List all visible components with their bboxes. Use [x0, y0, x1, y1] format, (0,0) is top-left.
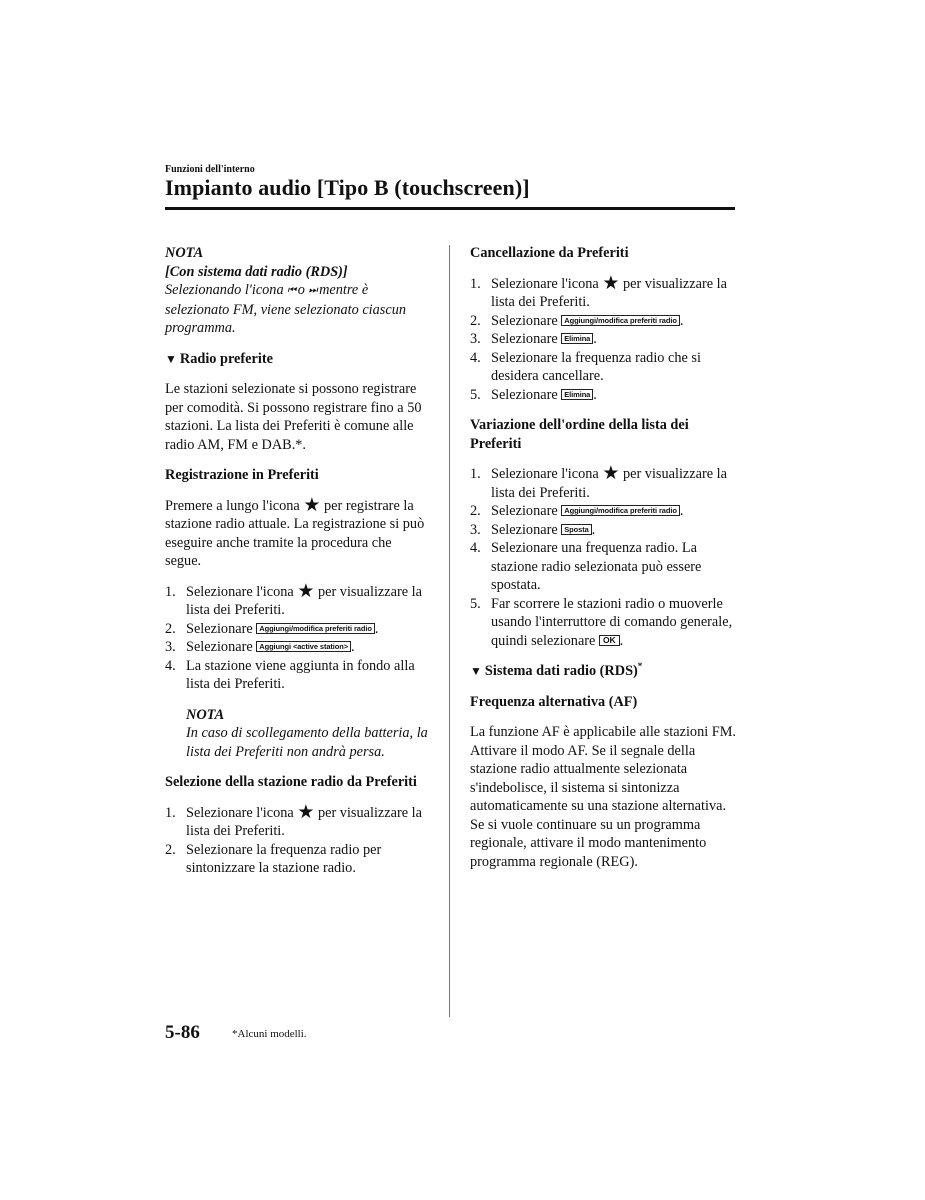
selection-heading: Selezione della stazione radio da Preferiti	[165, 774, 417, 790]
left-column	[165, 244, 431, 890]
af-heading: Frequenza alternativa (AF)	[470, 693, 638, 710]
delete-button: Elimina	[561, 389, 593, 400]
title-rule	[165, 207, 735, 210]
list-item: 2. Selezionare la frequenza radio per sintonizzare la stazione radio.	[165, 841, 382, 876]
note-subheading: [Con sistema dati radio (RDS)]	[165, 263, 348, 280]
af-text: La funzione AF è applicabile alle stazioni FM. Attivare il modo AF. Se il segnale della stazione radio attualmente selezionata s'indebolisce, il sistema si sintonizza automaticamente su una stazione alternativa. Se si vuole continuare su un programma regionale, attivare il modo mantenimento programma regionale (REG).	[470, 724, 737, 870]
delete-button: Elimina	[561, 333, 593, 344]
add-modify-favorites-button: Aggiungi/modifica preferiti radio	[561, 505, 680, 516]
note-heading: NOTA	[165, 245, 204, 261]
add-modify-favorites-button: Aggiungi/modifica preferiti radio	[561, 315, 680, 326]
list-item: 1. Selezionare l'icona ★ per visualizzare la lista dei Preferiti.	[165, 801, 422, 839]
footnote: *Alcuni modelli.	[232, 1028, 307, 1040]
favorites-intro: Le stazioni selezionate si possono registrare per comodità. Si possono registrare fino a 50 stazioni. La lista dei Preferiti è comune alle radio AM, FM e DAB.*.	[165, 381, 422, 453]
right-column	[470, 244, 736, 871]
list-item: 4. Selezionare una frequenza radio. La stazione radio selezionata può essere spostata.	[470, 540, 702, 593]
add-modify-favorites-button: Aggiungi/modifica preferiti radio	[256, 623, 375, 634]
star-icon: ★	[297, 580, 315, 602]
note-heading: NOTA	[186, 706, 225, 723]
note-text: Selezionando l'icona ⏮ o ⏭ mentre è selezionato FM, viene selezionato ciascun programma.	[165, 282, 407, 336]
list-item: 1. Selezionare l'icona ★ per visualizzare la lista dei Preferiti.	[165, 580, 422, 618]
star-icon: ★	[303, 494, 321, 516]
note-text: In caso di scollegamento della batteria, la lista dei Preferiti non andrà persa.	[186, 725, 428, 760]
delete-steps	[470, 272, 736, 405]
section-label: Funzioni dell'interno	[165, 164, 255, 175]
triangle-down-icon: ▼	[470, 664, 482, 678]
list-item: 1. Selezionare l'icona ★ per visualizzare la lista dei Preferiti.	[470, 272, 727, 310]
list-item: 3. Selezionare Elimina .	[470, 331, 597, 347]
list-item: 5. Selezionare Elimina .	[470, 386, 597, 403]
list-item: 2. Selezionare Aggiungi/modifica preferiti radio .	[165, 620, 379, 637]
ok-button: OK	[599, 635, 620, 646]
list-item: 4. Selezionare la frequenza radio che si desidera cancellare.	[470, 349, 701, 384]
skip-back-icon: ⏮	[287, 285, 295, 296]
rds-heading: ▼ Sistema dati radio (RDS)*	[470, 661, 643, 679]
list-item: 5. Far scorrere le stazioni radio o muoverle usando l'interruttore di comando generale, quindi selezionare OK .	[470, 595, 733, 649]
move-button: Sposta	[561, 524, 591, 535]
register-heading: Registrazione in Preferiti	[165, 467, 319, 483]
reorder-steps	[470, 465, 736, 650]
page-number: 5-86	[165, 1022, 200, 1043]
triangle-down-icon: ▼	[165, 351, 177, 366]
list-item: 2. Selezionare Aggiungi/modifica preferiti radio .	[470, 503, 684, 519]
skip-forward-icon: ⏭	[308, 285, 316, 296]
list-item: 1. Selezionare l'icona ★ per visualizzare la lista dei Preferiti.	[470, 463, 727, 501]
register-steps	[165, 580, 431, 694]
reorder-heading: Variazione dell'ordine della lista dei Preferiti	[470, 417, 689, 452]
star-icon: ★	[602, 463, 620, 484]
star-icon: ★	[602, 272, 620, 294]
list-item: 2. Selezionare Aggiungi/modifica preferiti radio .	[470, 312, 684, 329]
page-title: Impianto audio [Tipo B (touchscreen)]	[165, 175, 530, 200]
list-item: 4. La stazione viene aggiunta in fondo alla lista dei Preferiti.	[165, 657, 415, 692]
register-intro: Premere a lungo l'icona ★ per registrare la stazione radio attuale. La registrazione si può eseguire anche tramite la procedura che segue.	[165, 494, 425, 569]
list-item: 3. Selezionare Sposta .	[470, 521, 596, 538]
add-active-station-button: Aggiungi <active station>	[256, 641, 351, 652]
note-block	[186, 706, 431, 762]
delete-heading: Cancellazione da Preferiti	[470, 245, 629, 261]
column-divider	[449, 245, 450, 1017]
star-icon: ★	[297, 801, 315, 823]
list-item: 3. Selezionare Aggiungi <active station> .	[165, 639, 355, 655]
selection-steps	[165, 801, 431, 878]
radio-favorites-heading: ▼ Radio preferite	[165, 350, 273, 367]
